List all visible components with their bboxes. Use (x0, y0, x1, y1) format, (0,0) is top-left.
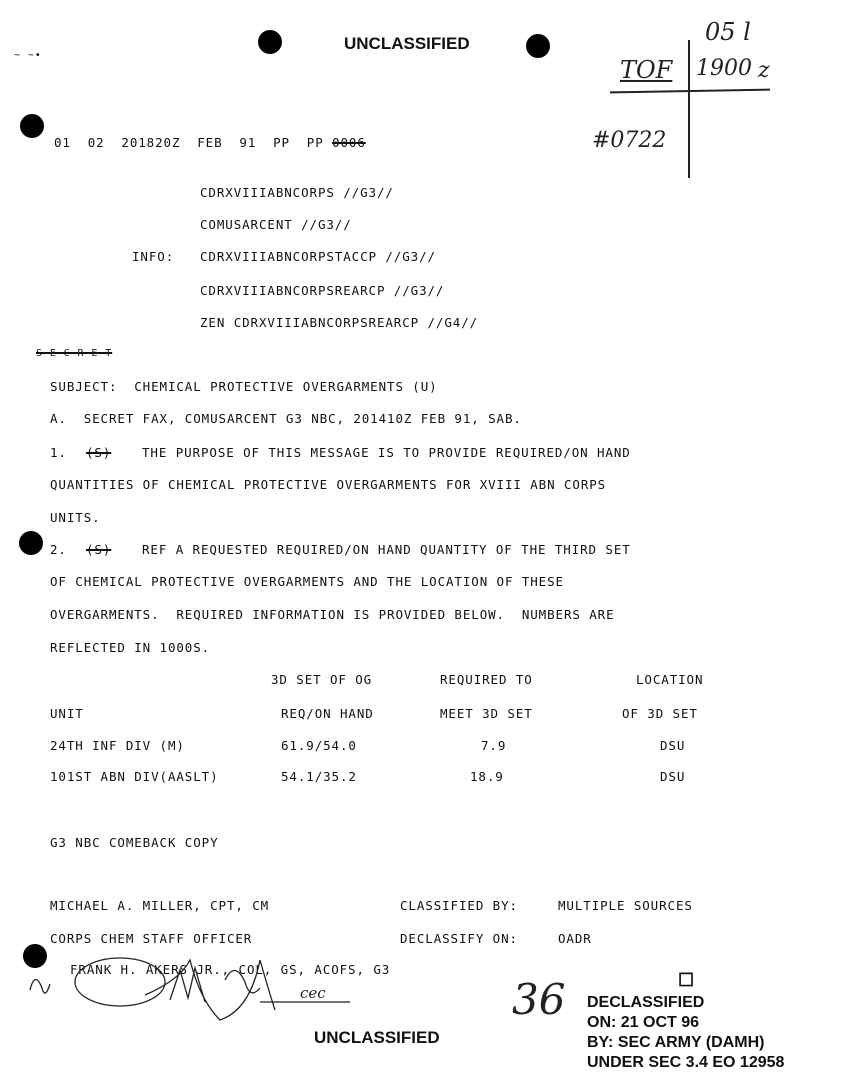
handwritten-rule-horizontal (610, 89, 770, 94)
addressee-info-1: CDRXVIIIABNCORPSTACCP //G3// (200, 249, 436, 264)
table-header-required: REQUIRED TO (440, 672, 533, 687)
para2-number: 2. (50, 542, 67, 557)
classified-by-value: MULTIPLE SOURCES (558, 898, 693, 913)
handwritten-initials: cec (300, 984, 326, 1002)
table-header-set: 3D SET OF OG (271, 672, 373, 687)
classified-by-label: CLASSIFIED BY: (400, 898, 518, 913)
header-struck-number: 0006 (332, 135, 366, 150)
drafter-name: MICHAEL A. MILLER, CPT, CM (50, 898, 270, 913)
declass-stamp-line: UNDER SEC 3.4 EO 12958 (587, 1054, 785, 1071)
para1-line: THE PURPOSE OF THIS MESSAGE IS TO PROVIDE REQUIRED/ON HAND (142, 445, 631, 460)
declass-stamp-symbol: ☐ (678, 970, 695, 990)
table-cell-req-on-hand: 61.9/54.0 (281, 738, 357, 753)
table-cell-location: DSU (660, 738, 686, 753)
para2-line: REF A REQUESTED REQUIRED/ON HAND QUANTITY OF THE THIRD SET (142, 542, 631, 557)
addressee-to-2: COMUSARCENT //G3// (200, 217, 352, 232)
declassify-on-label: DECLASSIFY ON: (400, 931, 518, 946)
handwritten-signature (20, 940, 380, 1035)
table-cell-unit: 101ST ABN DIV(AASLT) (50, 769, 219, 784)
para2-classification-mark: (S) (86, 542, 112, 557)
handwritten-rule-vertical (688, 40, 690, 178)
reference-a: A. SECRET FAX, COMUSARCENT G3 NBC, 201410Z FEB 91, SAB. (50, 411, 522, 426)
handwritten-page-number: 05 l (705, 18, 751, 46)
table-cell-req-on-hand: 54.1/35.2 (281, 769, 357, 784)
punch-hole (526, 34, 550, 58)
para1-classification-mark: (S) (86, 445, 112, 460)
addressee-zen: ZEN CDRXVIIIABNCORPSREARCP //G4// (200, 315, 479, 330)
stray-mark: ~ ~• (14, 50, 42, 61)
table-cell-location: DSU (660, 769, 686, 784)
handwritten-tof-extra: z (758, 58, 770, 83)
declass-stamp-line: DECLASSIFIED (587, 994, 705, 1011)
para1-line: UNITS. (50, 510, 101, 525)
addressee-info-2: CDRXVIIIABNCORPSREARCP //G3// (200, 283, 445, 298)
handwritten-message-number: #0722 (592, 128, 667, 153)
subject-line: SUBJECT: CHEMICAL PROTECTIVE OVERGARMENTS (U) (50, 379, 438, 394)
para2-line: OVERGARMENTS. REQUIRED INFORMATION IS PROVIDED BELOW. NUMBERS ARE (50, 607, 615, 622)
releaser-name: FRANK H. AKERS JR., COL, GS, ACOFS, G3 (70, 962, 391, 977)
table-header-req-on-hand: REQ/ON HAND (281, 706, 374, 721)
punch-hole (20, 114, 44, 138)
punch-hole (258, 30, 282, 54)
table-header-location: LOCATION (636, 672, 704, 687)
para1-number: 1. (50, 445, 67, 460)
comeback-copy: G3 NBC COMEBACK COPY (50, 835, 219, 850)
handwritten-tof-label: TOF (620, 56, 673, 84)
declass-stamp-line: ON: 21 OCT 96 (587, 1014, 700, 1031)
classification-top: UNCLASSIFIED (344, 34, 470, 53)
addressee-to-1: CDRXVIIIABNCORPS //G3// (200, 185, 394, 200)
handwritten-tof-time: 1900 (696, 56, 752, 81)
para1-line: QUANTITIES OF CHEMICAL PROTECTIVE OVERGARMENTS FOR XVIII ABN CORPS (50, 477, 607, 492)
table-header-meet: MEET 3D SET (440, 706, 533, 721)
table-cell-unit: 24TH INF DIV (M) (50, 738, 185, 753)
punch-hole (19, 531, 43, 555)
declass-stamp-line: BY: SEC ARMY (DAMH) (587, 1034, 765, 1051)
header-dtg: 01 02 201820Z FEB 91 PP PP (54, 135, 324, 150)
info-label: INFO: (132, 249, 175, 264)
message-header-line (54, 120, 366, 150)
handwritten-page-sequence: 36 (512, 975, 566, 1024)
drafter-title: CORPS CHEM STAFF OFFICER (50, 931, 253, 946)
para2-line: REFLECTED IN 1000S. (50, 640, 211, 655)
classification-bottom: UNCLASSIFIED (314, 1028, 440, 1047)
declassify-on-value: OADR (558, 931, 592, 946)
table-header-of-set: OF 3D SET (622, 706, 698, 721)
table-cell-required: 18.9 (470, 769, 504, 784)
classification-struck: S E C R E T (36, 348, 113, 359)
table-header-unit: UNIT (50, 706, 84, 721)
para2-line: OF CHEMICAL PROTECTIVE OVERGARMENTS AND THE LOCATION OF THESE (50, 574, 564, 589)
table-cell-required: 7.9 (481, 738, 507, 753)
